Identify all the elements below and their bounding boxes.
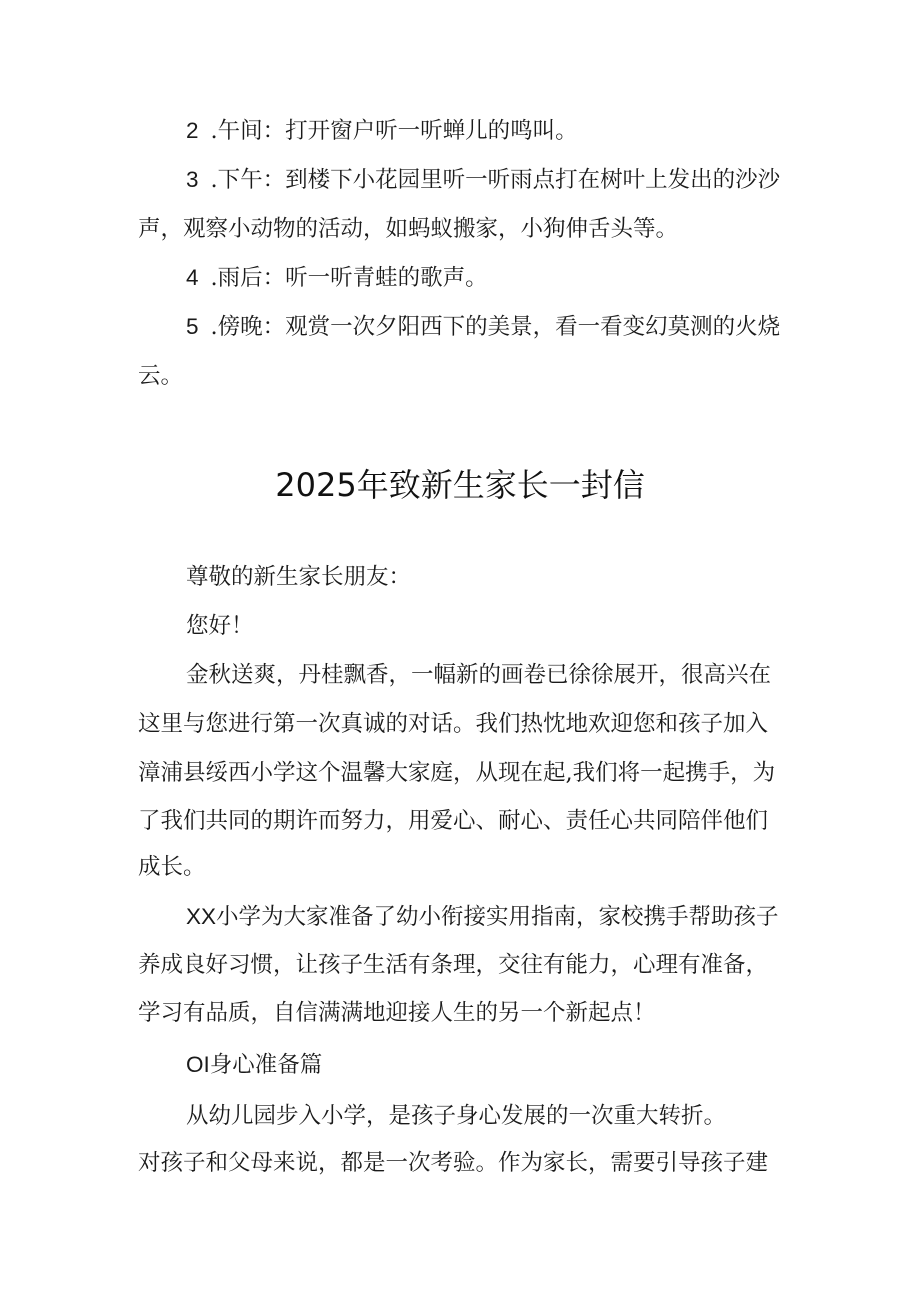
paragraph-line: 从幼儿园步入小学，是孩子身心发展的一次重大转折。 [186, 1103, 727, 1129]
school-placeholder: XX [186, 904, 217, 929]
list-item-4 [186, 263, 798, 293]
list-item-3 [186, 165, 798, 195]
paragraph-line: 这里与您进行第一次真诚的对话。我们热忱地欢迎您和孩子加入 [138, 711, 769, 737]
list-text: .午间：打开窗户听一听蝉儿的鸣叫。 [210, 118, 578, 144]
list-item-2 [186, 116, 798, 146]
paragraph-line: XX小学为大家准备了幼小衔接实用指南，家校携手帮助孩子 [186, 904, 779, 930]
list-number: 2 [186, 118, 199, 143]
list-text: .雨后：听一听青蛙的歌声。 [210, 265, 488, 291]
section-heading [186, 1050, 798, 1080]
list-text: .下午：到楼下小花园里听一听雨点打在树叶上发出的沙沙 [210, 167, 781, 193]
section-title: 身心准备篇 [209, 1052, 323, 1077]
list-item-3-continuation: 声，观察小动物的活动，如蚂蚁搬家，小狗伸舌头等。 [138, 216, 679, 242]
section-number: OI [186, 1052, 210, 1077]
greeting: 您好！ [186, 613, 254, 639]
list-number: 3 [186, 167, 199, 192]
paragraph-line: 对孩子和父母来说，都是一次考验。作为家长，需要引导孩子建 [138, 1150, 769, 1176]
list-text: .傍晚：观赏一次夕阳西下的美景，看一看变幻莫测的火烧 [210, 314, 781, 340]
paragraph-line: 漳浦县绥西小学这个温馨大家庭，从现在起,我们将一起携手，为 [138, 760, 776, 786]
letter-title: 2025年致新生家长一封信 [275, 466, 645, 504]
paragraph-line: 了我们共同的期许而努力，用爱心、耐心、责任心共同陪伴他们 [138, 808, 769, 834]
paragraph-line: 学习有品质，自信满满地迎接人生的另一个新起点！ [138, 1000, 656, 1026]
list-item-5 [186, 312, 798, 342]
list-item-5-continuation: 云。 [138, 363, 184, 389]
list-number: 5 [186, 314, 199, 339]
paragraph-line: 养成良好习惯，让孩子生活有条理，交往有能力，心理有准备， [138, 952, 769, 978]
paragraph-line: 成长。 [138, 854, 206, 880]
paragraph-line: 金秋送爽，丹桂飘香，一幅新的画卷已徐徐展开，很高兴在 [186, 662, 772, 688]
salutation: 尊敬的新生家长朋友： [186, 564, 412, 590]
list-number: 4 [186, 265, 199, 290]
